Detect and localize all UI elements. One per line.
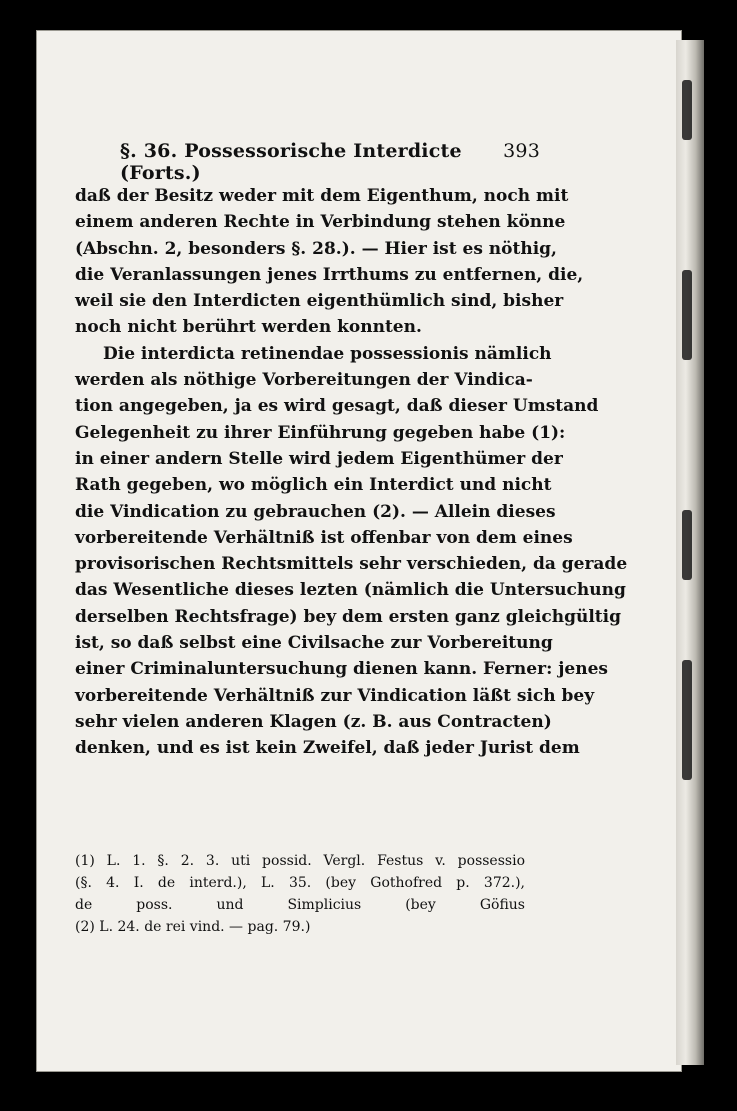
text-line: noch nicht berührt werden konnten. xyxy=(75,317,422,338)
text-line: Rath gegeben, wo möglich ein Interdict und nicht xyxy=(75,475,552,496)
running-head xyxy=(120,140,540,184)
text-line: tion angegeben, ja es wird gesagt, daß dieser Umstand xyxy=(75,396,599,417)
body-text xyxy=(75,183,628,762)
text-line: weil sie den Interdicten eigenthümlich sind, bisher xyxy=(75,291,564,312)
text-line: die Veranlassungen jenes Irrthums zu entfernen, die, xyxy=(75,264,584,285)
text-line: einer Criminaluntersuchung dienen kann. Ferner: jenes xyxy=(75,659,608,680)
text-line: (Abschn. 2, besonders §. 28.). — Hier ist es nöthig, xyxy=(75,238,557,259)
footnote-line: (2) L. 24. de rei vind. — pag. 79.) xyxy=(75,919,311,935)
footnotes xyxy=(75,850,525,938)
bleed-mark xyxy=(682,270,692,360)
text-line: in einer andern Stelle wird jedem Eigenthümer der xyxy=(75,448,563,469)
text-line: provisorischen Rechtsmittels sehr verschieden, da gerade xyxy=(75,554,628,575)
text-line: vorbereitende Verhältniß ist offenbar von dem eines xyxy=(75,527,573,548)
bleed-mark xyxy=(682,80,692,140)
text-line: denken, und es ist kein Zweifel, daß jeder Jurist dem xyxy=(75,738,580,759)
footnote-line: (§. 4. I. de interd.), L. 35. (bey Gothofred p. 372.), xyxy=(75,875,525,891)
footnote-line: (1) L. 1. §. 2. 3. uti possid. Vergl. Festus v. possessio xyxy=(75,853,525,869)
text-line: derselben Rechtsfrage) bey dem ersten ganz gleichgültig xyxy=(75,606,621,627)
text-line: sehr vielen anderen Klagen (z. B. aus Contracten) xyxy=(75,711,552,732)
text-line: Die interdicta retinendae possessionis nämlich xyxy=(103,343,552,364)
text-line: die Vindication zu gebrauchen (2). — Allein dieses xyxy=(75,501,556,522)
text-line: werden als nöthige Vorbereitungen der Vindica- xyxy=(75,370,533,391)
text-line: einem anderen Rechte in Verbindung stehen könne xyxy=(75,212,566,233)
section-title: §. 36. Possessorische Interdicte (Forts.) xyxy=(120,140,462,184)
bleed-mark xyxy=(682,660,692,780)
page-edge-strip xyxy=(676,40,704,1065)
text-line: das Wesentliche dieses lezten (nämlich die Untersuchung xyxy=(75,580,626,601)
text-line: Gelegenheit zu ihrer Einführung gegeben habe (1): xyxy=(75,422,566,443)
page-number: 393 xyxy=(503,140,540,162)
text-line: vorbereitende Verhältniß zur Vindication läßt sich bey xyxy=(75,685,595,706)
text-line: daß der Besitz weder mit dem Eigenthum, noch mit xyxy=(75,186,569,206)
bleed-mark xyxy=(682,510,692,580)
text-line: ist, so daß selbst eine Civilsache zur Vorbereitung xyxy=(75,633,553,654)
footnote-line: de poss. und Simplicius (bey Göfius xyxy=(75,897,525,913)
